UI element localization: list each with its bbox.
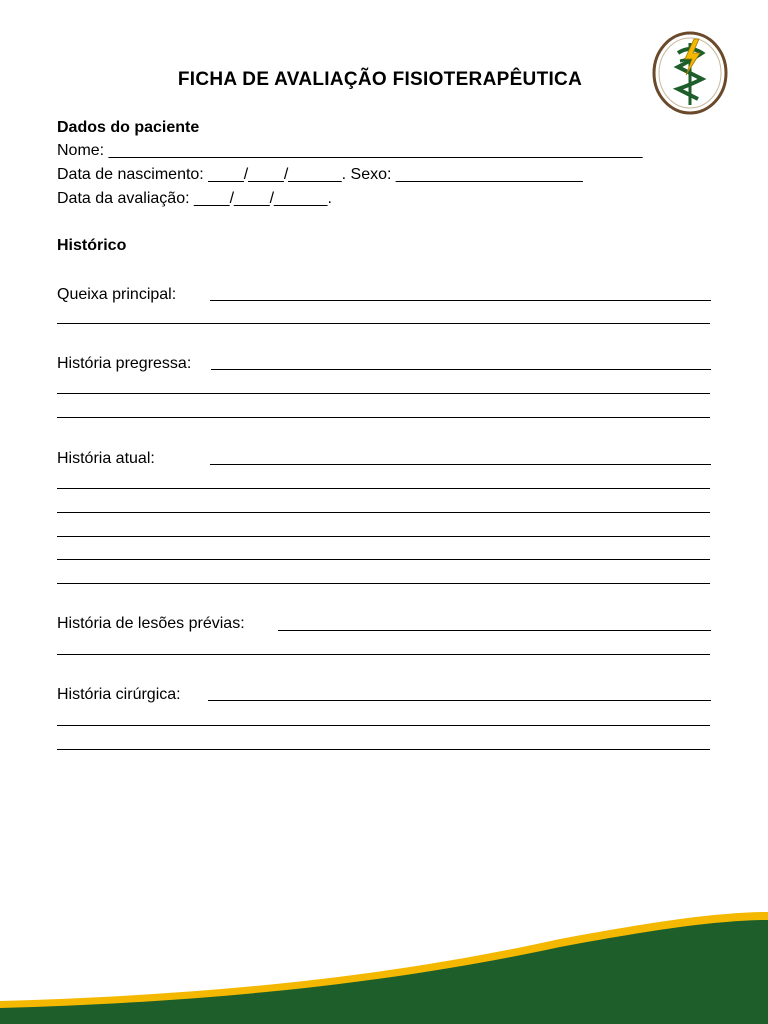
surgical-history-line[interactable] — [57, 725, 710, 726]
surgical-history-label: História cirúrgica: — [57, 686, 181, 703]
current-history-line[interactable] — [57, 559, 710, 560]
name-field-line[interactable]: Nome: ____________________________________________________________ — [57, 142, 643, 159]
birth-sex-field-line[interactable]: Data de nascimento: ____/____/______. Sexo: _____________________ — [57, 166, 583, 183]
past-history-label: História pregressa: — [57, 355, 192, 372]
previous-injuries-label: História de lesões prévias: — [57, 615, 245, 632]
past-history-line[interactable] — [57, 417, 710, 418]
current-history-line[interactable] — [210, 464, 711, 465]
current-history-line[interactable] — [57, 488, 710, 489]
current-history-line[interactable] — [57, 583, 710, 584]
current-history-label: História atual: — [57, 450, 155, 467]
surgical-history-line[interactable] — [208, 700, 711, 701]
footer-wave-decoration — [0, 874, 768, 1024]
previous-injuries-line[interactable] — [278, 630, 711, 631]
current-history-line[interactable] — [57, 536, 710, 537]
past-history-line[interactable] — [211, 369, 711, 370]
previous-injuries-line[interactable] — [57, 654, 710, 655]
history-heading: Histórico — [57, 237, 127, 254]
current-history-line[interactable] — [57, 512, 710, 513]
evaluation-date-field-line[interactable]: Data da avaliação: ____/____/______. — [57, 190, 332, 207]
past-history-line[interactable] — [57, 393, 710, 394]
chief-complaint-line[interactable] — [210, 300, 711, 301]
form-title: FICHA DE AVALIAÇÃO FISIOTERAPÊUTICA — [177, 69, 583, 90]
chief-complaint-line[interactable] — [57, 323, 710, 324]
surgical-history-line[interactable] — [57, 749, 710, 750]
patient-data-heading: Dados do paciente — [57, 119, 200, 136]
chief-complaint-label: Queixa principal: — [57, 286, 177, 303]
